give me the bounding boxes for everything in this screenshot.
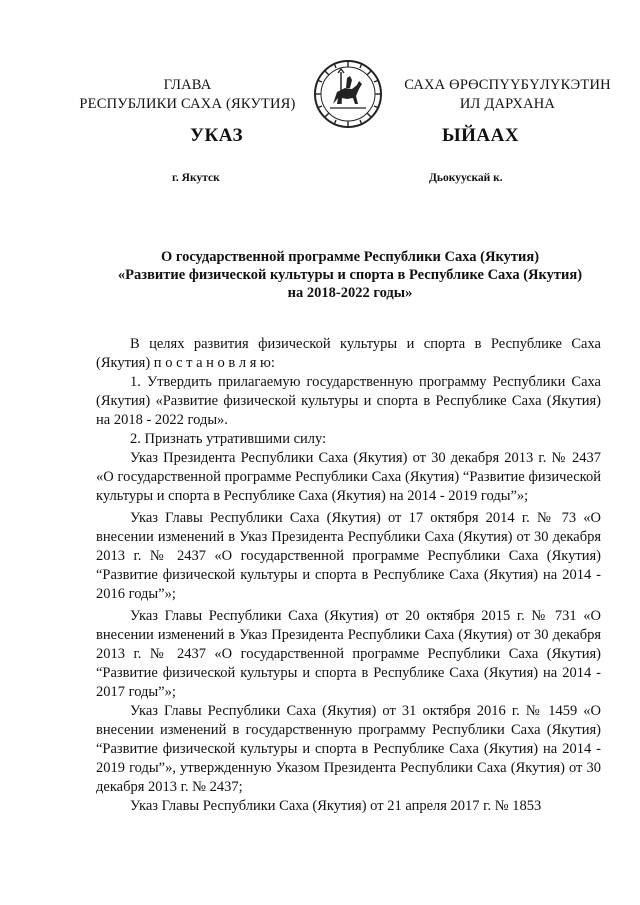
paragraph-repealed-2014: Указ Главы Республики Саха (Якутия) от 17 октября 2014 г. № 73 «О внесении изменений в Указ Президента Республики Саха (Якутия) от 30 декабря 2013 г. № 2437 «О государственной программе Республики Саха (Якутия) “Развитие физической культуры и спорта в Республике Саха (Якутия) на 2014 - 2016 годы”»; — [96, 510, 601, 602]
paragraph-repealed-2017: Указ Главы Республики Саха (Якутия) от 21 апреля 2017 г. № 1853 — [130, 798, 542, 814]
issuer-line-2-ru: РЕСПУБЛИКИ САХА (ЯКУТИЯ) — [79, 96, 296, 112]
paragraph-repealed-2015: Указ Главы Республики Саха (Якутия) от 20 октября 2015 г. № 731 «О внесении изменений в Указ Президента Республики Саха (Якутия) от 30 декабря 2013 г. № 2437 «О государственной программе Республики Саха (Якутия) “Развитие физической культуры и спорта в Республике Саха (Якутия) на 2014 - 2017 годы”»; — [96, 608, 601, 700]
coat-of-arms-emblem-icon — [312, 58, 384, 130]
paragraph-item-1: 1. Утвердить прилагаемую государственную программу Республики Саха (Якутия) «Развитие физической культуры и спорта в Республике Саха (Якутия) на 2018 - 2022 годы». — [96, 374, 601, 428]
issuer-line-1-ru: ГЛАВА — [163, 77, 212, 93]
title-line-3: на 2018-2022 годы» — [287, 285, 413, 301]
title-line-1: О государственной программе Республики Саха (Якутия) — [160, 249, 540, 265]
paragraph-repealed-2016: Указ Главы Республики Саха (Якутия) от 31 октября 2016 г. № 1459 «О внесении изменений в государственную программу Республики Саха (Якутия) “Развитие физической культуры и спорта в Республике Саха (Якутия) на 2014 - 2019 годы”», утвержденную Указом Президента Республики Саха (Якутия) от 30 декабря 2013 г. № 2437; — [96, 703, 601, 795]
title-line-2: «Развитие физической культуры и спорта в Республике Саха (Якутия) — [117, 267, 583, 283]
paragraph-repealed-2013: Указ Президента Республики Саха (Якутия) от 30 декабря 2013 г. № 2437 «О государственной программе Республики Саха (Якутия) “Развитие физической культуры и спорта в Республике Саха (Якутия) на 2014 - 2019 годы”»; — [96, 450, 601, 504]
document-body — [96, 335, 601, 816]
issuer-line-2-sakha: ИЛ ДАРХАНА — [459, 96, 556, 112]
document-title — [60, 248, 640, 302]
decree-label-ru: УКАЗ — [190, 125, 243, 146]
paragraph-preamble: В целях развития физической культуры и спорта в Республике Саха (Якутия) п о с т а н о в л я ю: — [96, 336, 601, 371]
issuer-title-ru — [60, 76, 315, 114]
issuer-title-sakha — [385, 76, 630, 114]
city-ru: г. Якутск — [172, 172, 220, 184]
paragraph-item-2: 2. Признать утратившими силу: — [130, 431, 327, 447]
decree-label-sakha: ЫЙААХ — [442, 125, 520, 146]
city-sakha: Дьокуускай к. — [429, 172, 503, 184]
issuer-line-1-sakha: САХА ӨРӨСПҮҮБҮЛҮКЭТИН — [404, 77, 611, 93]
